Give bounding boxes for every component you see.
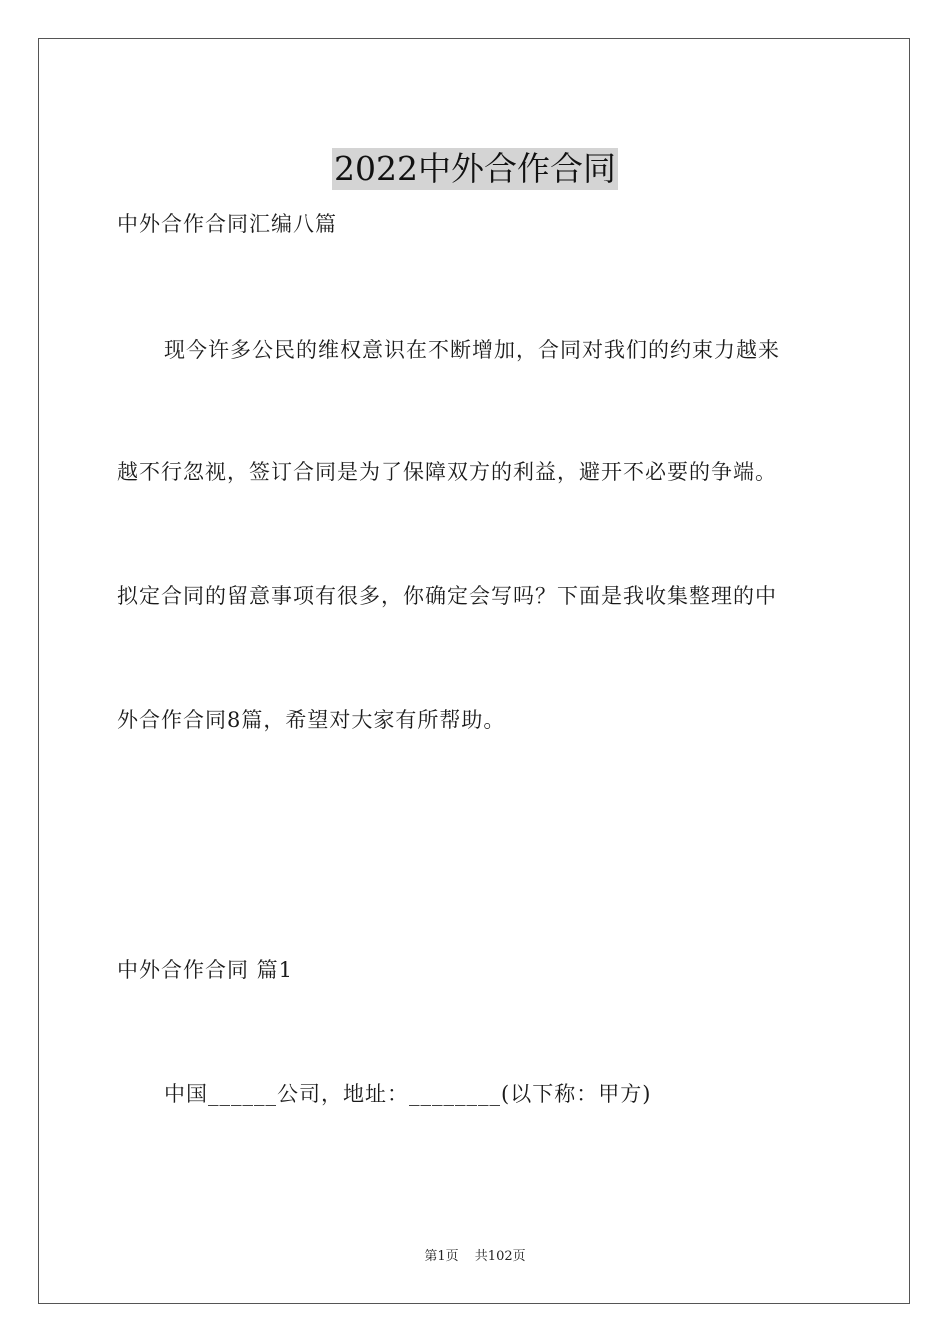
intro-line-3: 拟定合同的留意事项有很多，你确定会写吗？下面是我收集整理的中 <box>117 584 777 608</box>
intro-line-4: 外合作合同8篇，希望对大家有所帮助。 <box>117 708 506 732</box>
section-heading: 中外合作合同 篇1 <box>117 958 294 982</box>
title-container <box>0 126 950 212</box>
document-subtitle: 中外合作合同汇编八篇 <box>117 212 337 236</box>
intro-line-2: 越不行忽视，签订合同是为了保障双方的利益，避开不必要的争端。 <box>117 460 777 484</box>
intro-line-1: 现今许多公民的维权意识在不断增加，合同对我们的约束力越来 <box>164 338 780 362</box>
party-line: 中国______公司，地址：________(以下称：甲方) <box>164 1082 652 1106</box>
page-footer <box>0 1248 950 1266</box>
document-title: 2022中外合作合同 <box>334 149 616 189</box>
page-total: 共102页 <box>474 1249 526 1264</box>
page-number: 第1页 <box>424 1249 459 1264</box>
